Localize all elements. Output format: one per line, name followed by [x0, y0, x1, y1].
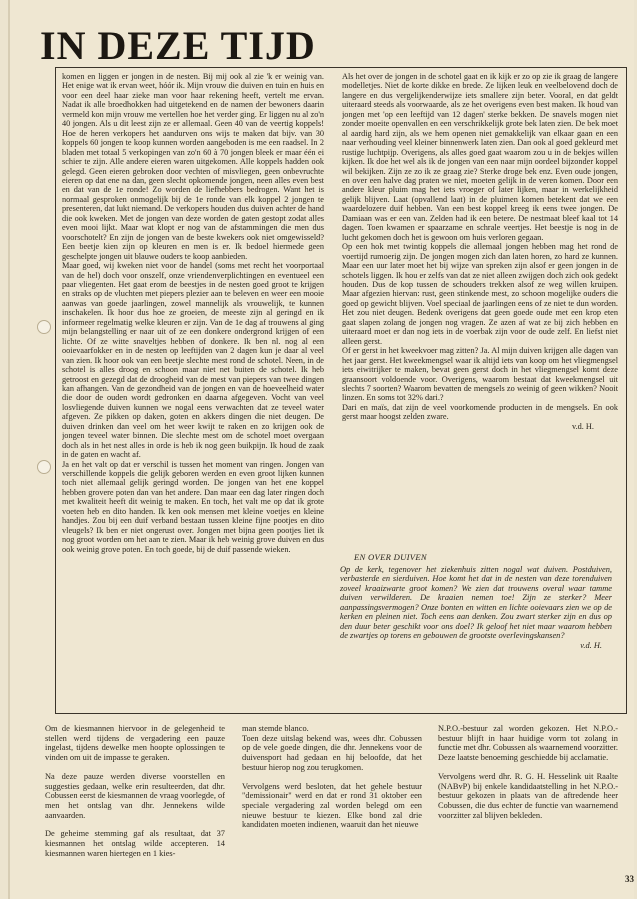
- paragraph: man stemde blanco.: [242, 724, 309, 733]
- sidebar-heading: EN OVER DUIVEN: [354, 552, 427, 562]
- article-column-right: [342, 72, 618, 542]
- paragraph: Na deze pauze werden diverse voorstellen en suggesties gedaan, welke erin resulteerden, dat dhr. Cobussen eerst de kiesmannen de vraag voorlegde, of men het ontslag van dhr. Jennekens wilde aanvaarden.: [45, 771, 225, 820]
- binder-hole: [37, 460, 51, 474]
- paragraph: De geheime stemming gaf als resultaat, dat 37 kiesmannen het ontslag wilde accepteren. 14 kiesmannen waren hiertegen en 1 kies-: [45, 829, 225, 858]
- paragraph: Om de kiesmannen hiervoor in de gelegenheid te stellen werd tijdens de vergadering een pauze ingelast, tijdens dewelke men hoopte oplossingen te vinden om uit de impasse te geraken.: [45, 724, 225, 763]
- paragraph: Ja en het valt op dat er verschil is tussen het moment van ringen. Jongen van verschillende koppels die gelijk geboren werden en even groot lijken kunnen toch niet allemaal gelijk geringd worden. De jongen van het ene koppel hebben grovere poten dan van het andere. Dan maar een dag later ringen doch met kwaliteit heeft dit weinig te maken. En toch, het valt me op dat ik grote voeten heb en dito handen. Ik ken ook mensen met kleine voetjes en kleine handjes. Zou bij een duif verband bestaan tussen kleine fijne pootjes en dito vleugels? Ik ben er niet ongerust over. Jongen met bijna geen pootjes liet ik nog groot worden om het aan te zien. Maar ik heb weinig grove duiven en dus ook weinig grove poten. En toch goede, bij de duif passende wieken.: [62, 459, 324, 554]
- article-column-left: [62, 72, 324, 708]
- sidebar-box: [340, 553, 612, 709]
- paragraph: Vervolgens werd besloten, dat het gehele bestuur "demissionair" werd en dat er rond 31 oktober een speciale vergadering zal worden belegd om een nieuwe bestuur te kiezen. Elke bond zal drie kandidaten moeten indienen, waaruit dan het nieuwe: [242, 781, 422, 830]
- author-signature: v.d. H.: [571, 421, 594, 431]
- binder-hole: [37, 320, 51, 334]
- paragraph: Vervolgens werd dhr. R. G. H. Hesselink uit Raalte (NABvP) bij enkele kandidaatstelling in het N.P.O.-bestuur gekozen in plaats van de aftredende heer Cobussen, die dus echter de functie van waarnemend voorzitter zal blijven bekleden.: [438, 771, 618, 820]
- page-number: 33: [625, 874, 634, 884]
- paragraph: Op een hok met twintig koppels die allemaal jongen hebben mag het rond de voertijd rumoerig zijn. De jongen mogen zich dan laten horen, zo hard ze kunnen. Maar een uur later moet het bij wijze van spreken zijn alsof er geen jongen in de schotels liggen. Ik hou er zelfs van dat ze niet alleen zwijgen doch zich ook gedekt houden. Dus de kop tussen de schouders trekken alsof ze weg willen kruipen. Maar afgezien hiervan: rust, geen stinkende mest, zo schoon mogelijke ouders die goed op gewicht blijven. Voel speciaal de jaarlingen eens of ze niet te dun worden. Het zou niet deugen. Bedenk overigens dat geen goede oude met een krop eten gaat slapen zolang de jongen nog vragen. Ze azen af wat ze bij zich hebben en uiteraard moet er dan nog iets in de voerbak zijn voor de oude zelf. En liefst niet alleen gerst.: [342, 242, 618, 346]
- paragraph: N.P.O.-bestuur zal worden gekozen. Het N.P.O.-bestuur blijft in haar huidige vorm tot zolang in functie met dhr. Cobussen als waarnemend voorzitter. Deze laatste benoeming geschiedde bij acclamatie.: [438, 724, 618, 763]
- sidebar-text: Op de kerk, tegenover het ziekenhuis zitten nogal wat duiven. Postduiven, verbasterde en sierduiven. Hoe komt het dat in de nesten van deze torenduiven zovеel kraaizwarte groot komen? We zien dat trouwens overal waar tamme duiven verwilderen. De kraaien nemen toe! Zijn ze sterker? Meer aanpassingsvermogen? Onze bonten en witten en lichte ooievaars zien we op de kerken en pleinen niet. Toch eens aan denken. Zou zwart sterker zijn en dus op den duur beter geschikt voor ons doel? Ik geloof het niet maar waarom hebben de zwartjes op torens en gebouwen de grootste overlevingskansen?: [340, 564, 612, 640]
- bottom-column-1: [45, 724, 225, 884]
- paragraph: Als het over de jongen in de schotel gaat en ik kijk er zo op zie ik graag de langere modelletjes. Niet de korte dikke en brede. Ze lijken leuk en veelbelovend doch de langere en dus vergelijkenderwijze iets smallere zijn beter. Vooral, en dat geldt uiteraard steeds als voorwaarde, als ze het overigens even best maken. Ik houd van jongen met 'op een leeftijd van 12 dagen' sterke bekken. De snavels mogen niet zonder moeite openvallen en een verschrikkelijk grote bek laten zien. De bek moet al aardig hard zijn, als we hem openen niet gemakkelijk van elkaar gaan en een naar verhouding veel kleiner binnenwerk laten zien. Dan ook al goed gekleurd met rustige luchtpijp. Overigens, als alles goed gaat waarom zou u in de bekjes willen kijken. Ik doe het wel als ik de jongen van een naar mijn oordeel bijzonder koppel wil bekijken. Zijn ze zo ik ze graag zie? Sterke droge bek enz. Even oude jongen, en over een halve dag praten we niet, moeten gelijk in de veren komen. Door een andere kleur pluim mag het iets vroeger of later lijken, maar in werkelijkheid gelijk blijven. Laat (opvallend laat) in de pluimen komen betekent dat we een waardelozere duif hebben. Van een best koppel kreeg ik eens twee jongen. De Damiaan was er een van. Zelden had ik een betere. De nestmaat bleef kaal tot 14 dagen. Toen kwamen er spaarzame en schrale veertjes. Het beestje is nog in de lucht gekomen doch het is gewoon om huis verloren gegaan.: [342, 72, 618, 242]
- paragraph: Toen deze uitslag bekend was, wees dhr. Cobussen op de vele goede dingen, die dhr. Jennekens voor de duivensport had gedaan en hij beloofde, dat het bestuur hierop nog zou terugkomen.: [242, 733, 422, 772]
- page-fold-shadow: [8, 0, 10, 899]
- paragraph: Dari en maïs, dat zijn de veel voorkomende producten in de mengsels. En ook gerst maar hoogst zelden zware.: [342, 402, 618, 422]
- paragraph: komen en liggen er jongen in de nesten. Bij mij ook al zie 'k er weinig van. Het enige wat ik ervan weet, hóór ik. Mijn vrouw die duiven en tuin en huis en voor een deel haar zieke man voor haar rekening heeft, vertelt me ervan. Nadat ik alle broedhokken had uitgetekend en de namen der bewoners daarin vermeld kon mijn vrouw me vertellen hoe het verder ging. Er liggen nu al zo'n 40 jongen. Als u dit leest zijn ze er allemaal. Geen 40 van de veertig koppels! Hoe de heren verkopers het aandurven ons wijs te maken dat bijv. van 30 koppels 60 jongen te koop kunnen worden aangeboden is me een raadsel. In 2 bladen met totaal 5 verkopingen van zo'n 60 à 70 jongen bleek er maar één ei schier te zijn. Alle andere eieren waren uitgekomen. Alle koppels hadden ook gelegd. Geen eieren gebroken door vechten of misvliegen, geen onbevruchte eieren op dat ene na dan, geen slecht opkomende jongen, neen alles even best en dat van de 1e ronde! Zo worden de liefhebbers bedrogen. Want het is normaal gesproken onmogelijk bij de 1e ronde van elk koppel 2 jongen te presenteren, dat lukt niemand. De verkopers houden dus duiven achter de hand die ook kweken. Met de jongen van deze worden de gaten gestopt zodat alles even mooi lijkt. Maar wat klopt er nog van de afstammingen die men dus voorschotelt? En zijn de jongen van de beste kwekers ook niet omgewisseld? Een beetje kien zijn op kleuren en men is er. Ik bedoel hiermede geen geschelpte jongen uit blauwe ouders te koop aanbieden.: [62, 72, 324, 261]
- bottom-column-2: [242, 724, 422, 884]
- paragraph: Of er gerst in het kweekvoer mag zitten? Ja. Al mijn duiven krijgen alle dagen van het jaar gerst. Het kweekmengsel waar ik altijd iets van koop om het vliegmengsel iets eiwitrijker te maken, bevat geen gerst doch in het vliegmengsel komt deze graansoort voldoende voor. Overigens, waarom bestaat dat kweekmengsel uit slechts 7 soorten? Waarom bevatten de mengsels zo weinig of geen wikken? Nooit linzen. En soms tot 32% dari.?: [342, 346, 618, 403]
- paragraph: Maar goed, wij kweken niet voor de handel (soms met recht het voorportaal van de hel) doch voor onszelf, onze vriendenverplichtingen en eventueel een paar vliegenten. Het gaat erom de beestjes in de nesten goed groot te krijgen en straks op de vluchten met piepers plezier aan te beleven en weer een mooie aanwas van goede jaarlingen, zowel mannelijk als vrouwelijk, te kunnen inschakelen. Ik hoor dus hoe ze groeien, de meeste zijn al geringd en ik informeer regelmatig welke kleuren er zijn. Van de 1e dag af trouwens al ging mijn belangstelling er naar uit of ze een donkere ondergrond krijgen of een lichte. Of ze witte snaveltjes hebben of donkere. Ik ben nl. nog al een ooievaarfokker en in de nesten op leeftijden van 2 dagen kun je daar al veel van zien. Ik hoor ook van een beetje slechte mest rond de schotel. Neen, in de schotel is alles droog en schoon maar niet net buiten de schotel. Ik heb getroost en gezegd dat de droogheid van de mest van piepers van twee dingen kan afhangen. Van de gezondheid van de jongen en van de hoeveelheid water die door de ouden wordt gedronken en daarna afgegeven. Vocht van veel losvliegende duiven kunnen we nogal eens verwachten dat ze teveel water afgeven. Ze pikken op daken, goten en akkers dingen die niet deugen. De duiven drinken dan veel om het weer kwijt te raken en zo krijgen ook de jongen teveel water binnen. Die slechte mest om de schotel moet overgaan doch als in het nest alles in orde is heb ik nog geen buikpijn. Ik houd de zaak in de gaten en wacht af.: [62, 261, 324, 460]
- page-title: IN DEZE TIJD: [40, 23, 316, 68]
- sidebar-signature: v.d. H.: [580, 640, 602, 650]
- bottom-column-3: [438, 724, 618, 884]
